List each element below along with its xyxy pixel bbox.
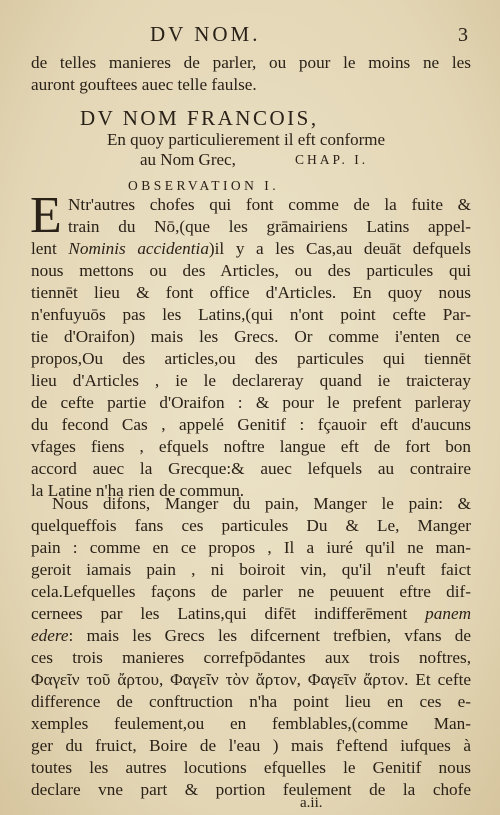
- text-line: ces trois manieres correfpōdantes aux trois noftres,: [31, 648, 471, 667]
- text-line: pain : comme en ce propos , Il a iuré qu'il ne man-: [31, 538, 471, 557]
- running-head: DV NOM.: [150, 22, 261, 46]
- text-line: cela.Lefquelles façons de parler ne peuuent eftre dif-: [31, 582, 471, 601]
- observation-heading: OBSERVATION I.: [128, 178, 280, 193]
- text-line: vfages fiens , efquels noftre langue eft de fort bon: [31, 437, 471, 456]
- text-line: Nous difons, Manger du pain, Manger le pain: &: [52, 494, 471, 513]
- drop-cap: E: [30, 187, 62, 244]
- chapter-label: CHAP. I.: [295, 152, 369, 167]
- text-line: edere: mais les Grecs les difcernent trefbien, vfans de: [31, 626, 471, 645]
- text-line: declare vne part & portion feulement de la chofe: [31, 780, 471, 799]
- text-line: toutes les autres locutions efquelles le Genitif nous: [31, 758, 471, 777]
- text-line: nous mettons ou des Articles, ou des particules qui: [31, 261, 471, 280]
- text-line: accord auec la Grecque:& auec lefquels au contraire: [31, 459, 471, 478]
- text-line: Φαγεῖν τοῦ ἄρτου, Φαγεῖν τὸν ἄρτον, Φαγεῖν ἄρτον. Et cefte: [31, 670, 471, 689]
- text-line: geroit iamais pain , ni boiroit vin, qu'il n'euft faict: [31, 560, 471, 579]
- text-line: ger du fruict, Boire de l'eau ) mais f'eftend iufques à: [31, 736, 471, 755]
- text-line: tie d'Oraifon) mais les Grecs. Or comme i'enten ce: [31, 327, 471, 346]
- section-subtitle: En quoy particulierement il eft conforme: [107, 130, 386, 149]
- text-line: de cefte partie d'Oraifon : & pour le prefent parleray: [31, 393, 471, 412]
- section-subtitle: au Nom Grec,: [140, 150, 236, 169]
- text-line: xemples feulement,ou en femblables,(comme Man-: [31, 714, 471, 733]
- page-number: 3: [458, 24, 468, 46]
- catchword: a.ii.: [300, 795, 323, 811]
- text-line: n'enfuyuōs pas les Latins,(qui n'ont point cefte Par-: [31, 305, 471, 324]
- text-line: cernees par les Latins,qui difēt indifferēment panem: [31, 604, 471, 623]
- text-line: train du Nō,(que les grāmairiens Latins appel-: [68, 217, 471, 236]
- text-line: difference de conftruction n'ha point lieu en ces e-: [31, 692, 471, 711]
- text-line: tiennēt lieu & font office d'Articles. En quoy nous: [31, 283, 471, 302]
- text-line: la Latine n'ha rien de commun.: [31, 481, 245, 500]
- text-line: lieu d'Articles , ie le declareray quand ie traicteray: [31, 371, 471, 390]
- text-line: quelqueffois fans ces particules Du & Le, Manger: [31, 516, 471, 535]
- text-line: du fecond Cas , appelé Genitif : fçauoir eft d'aucuns: [31, 415, 471, 434]
- section-title: DV NOM FRANCOIS,: [80, 106, 319, 130]
- text-line: auront gouftees auec telle faulse.: [31, 75, 257, 94]
- text-line: Ntr'autres chofes qui font comme de la fuite &: [68, 195, 471, 214]
- text-line: lent Nominis accidentia)il y a les Cas,au deuāt defquels: [31, 239, 471, 258]
- text-line: propos,Ou des articles,ou des particules qui tiennēt: [31, 349, 471, 368]
- text-line: de telles manieres de parler, ou pour le moins ne les: [31, 53, 471, 72]
